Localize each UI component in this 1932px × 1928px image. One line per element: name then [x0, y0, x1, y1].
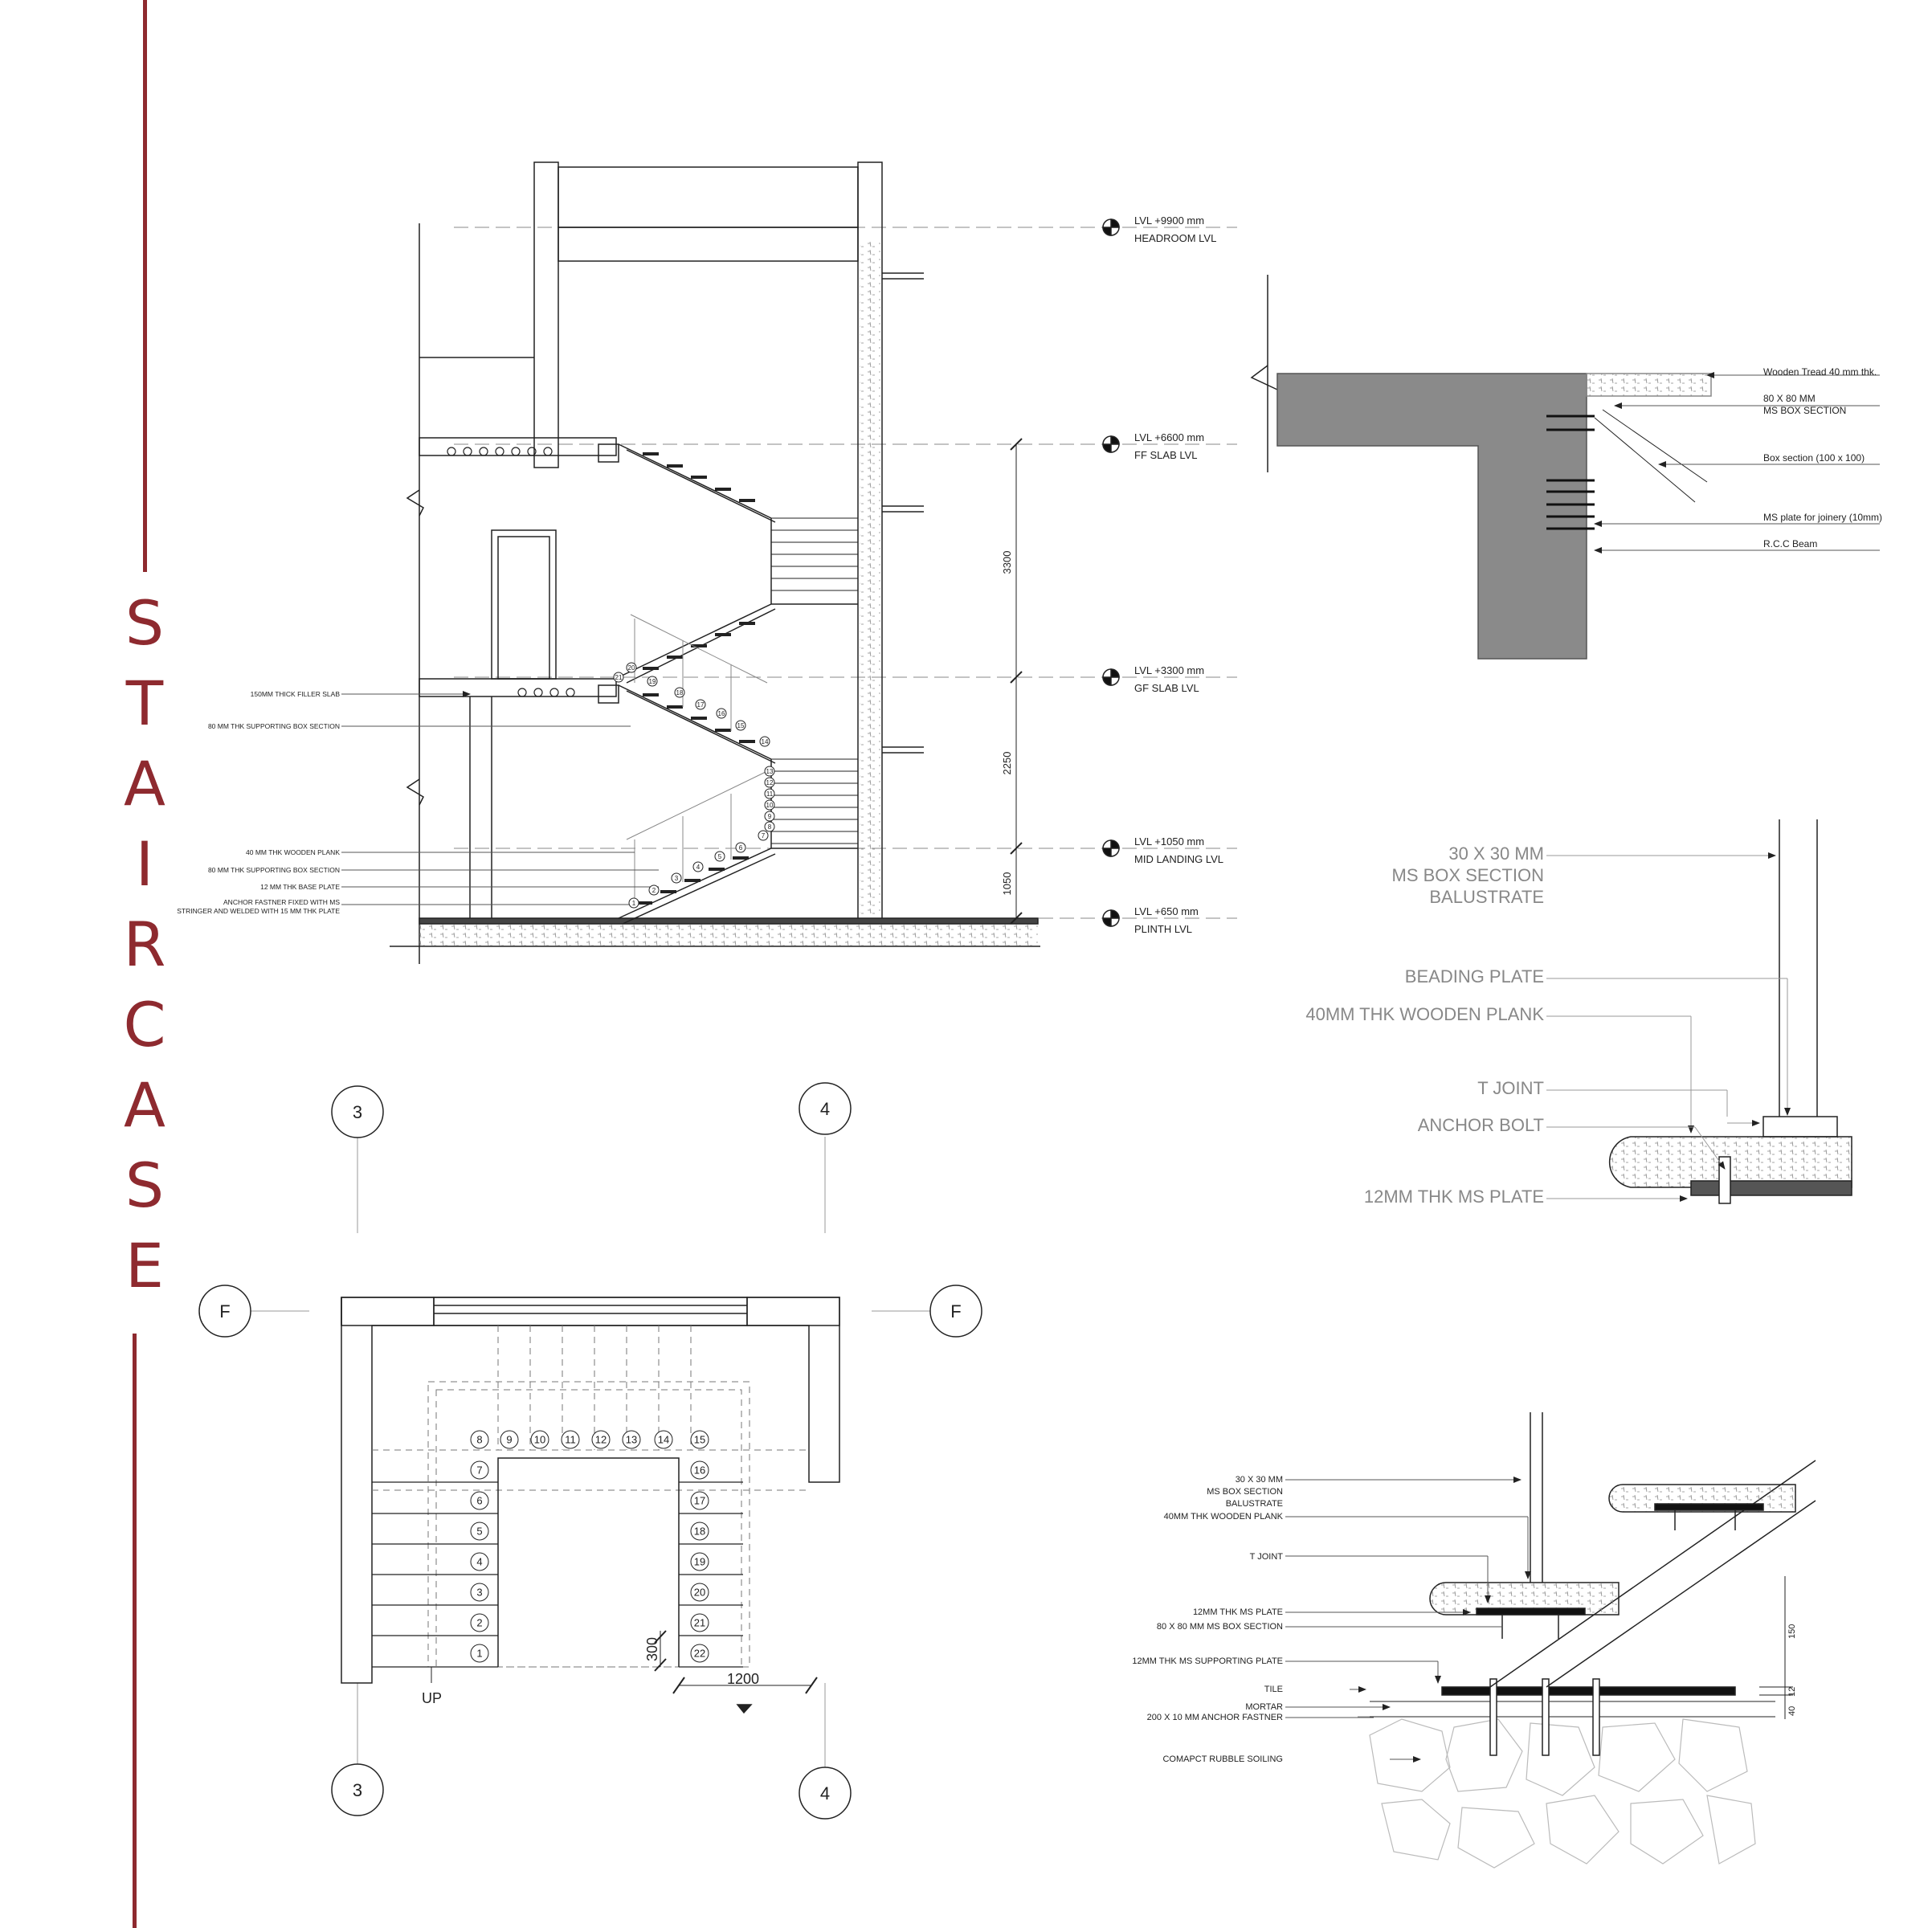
- step-number: 8: [767, 823, 772, 831]
- callout-text: 30 X 30 MM: [1448, 844, 1544, 864]
- section-note: STRINGER AND WELDED WITH 15 MM THK PLATE: [177, 907, 340, 915]
- step-number: 6: [738, 844, 743, 852]
- level-name: HEADROOM LVL: [1134, 232, 1217, 244]
- step-number: 20: [693, 1586, 706, 1599]
- callout-text: 30 X 30 MM: [1235, 1475, 1283, 1485]
- section-dimensions: [1001, 551, 1013, 896]
- callout-text: ANCHOR BOLT: [1417, 1115, 1544, 1135]
- step-number: 4: [696, 863, 701, 871]
- callout-text: MS BOX SECTION: [1763, 405, 1847, 416]
- step-number: 18: [676, 688, 684, 696]
- base-detail-labels: [1132, 1475, 1283, 1764]
- step-number: 17: [693, 1494, 706, 1507]
- step-number: 2: [476, 1616, 483, 1629]
- step-number: 15: [737, 721, 745, 729]
- section-step-markers: [614, 663, 774, 908]
- step-number: 18: [693, 1525, 706, 1538]
- title-letter: C: [123, 989, 166, 1060]
- plan-step-markers: [471, 1431, 709, 1662]
- step-number: 6: [476, 1494, 483, 1507]
- step-number: 3: [674, 874, 679, 882]
- callout-text: 80 X 80 MM MS BOX SECTION: [1156, 1622, 1283, 1632]
- callout-text: 40MM THK WOODEN PLANK: [1305, 1004, 1544, 1024]
- step-number: 13: [766, 767, 774, 775]
- step-number: 21: [693, 1616, 706, 1629]
- level-value: LVL +9900 mm: [1134, 214, 1205, 227]
- step-number: 2: [651, 886, 656, 894]
- staircase-section: [341, 162, 1237, 964]
- step-number: 13: [625, 1433, 638, 1446]
- step-number: 7: [761, 831, 766, 839]
- step-number: 14: [657, 1433, 670, 1446]
- level-name: PLINTH LVL: [1134, 923, 1193, 935]
- callout-text: 12MM THK MS SUPPORTING PLATE: [1132, 1656, 1283, 1666]
- step-number: 4: [476, 1555, 483, 1568]
- grid-label: 4: [819, 1783, 831, 1803]
- step-number: 14: [761, 737, 769, 745]
- section-note: ANCHOR FASTNER FIXED WITH MS: [223, 898, 340, 906]
- section-note: 12 MM THK BASE PLATE: [260, 883, 340, 891]
- base-detail-dims: [1787, 1624, 1797, 1716]
- title-letter: S: [125, 1150, 165, 1221]
- title-letter: A: [124, 748, 165, 819]
- dimension-text: 2250: [1001, 751, 1013, 775]
- level-name: MID LANDING LVL: [1134, 853, 1224, 865]
- step-number: 5: [476, 1525, 483, 1538]
- step-number: 12: [766, 778, 774, 786]
- level-value: LVL +6600 mm: [1134, 431, 1205, 443]
- callout-text: MORTAR: [1245, 1702, 1283, 1712]
- grid-label: F: [219, 1301, 231, 1321]
- callout-text: Box section (100 x 100): [1763, 452, 1865, 464]
- grid-label: 4: [819, 1099, 831, 1119]
- title-letter: T: [125, 668, 164, 739]
- step-number: 16: [693, 1464, 706, 1477]
- callout-text: 40MM THK WOODEN PLANK: [1163, 1512, 1283, 1522]
- level-name: FF SLAB LVL: [1134, 449, 1198, 461]
- callout-text: BALUSTRATE: [1429, 887, 1544, 907]
- title-letter: R: [123, 909, 166, 980]
- step-number: 21: [615, 673, 623, 681]
- beam-detail: [1252, 275, 1883, 659]
- step-number: 1: [476, 1647, 483, 1660]
- plan-grid-labels: [219, 1099, 961, 1803]
- step-number: 19: [693, 1555, 706, 1568]
- callout-text: 12MM THK MS PLATE: [1363, 1187, 1544, 1207]
- level-name: GF SLAB LVL: [1134, 682, 1199, 694]
- callout-text: 200 X 10 MM ANCHOR FASTNER: [1146, 1713, 1283, 1722]
- step-number: 10: [533, 1433, 546, 1446]
- step-number: 8: [476, 1433, 483, 1446]
- step-number: 15: [693, 1433, 706, 1446]
- grid-label: 3: [352, 1102, 363, 1122]
- step-number: 7: [476, 1464, 483, 1477]
- level-value: LVL +650 mm: [1134, 905, 1199, 917]
- section-note: 40 MM THK WOODEN PLANK: [246, 848, 340, 856]
- level-value: LVL +3300 mm: [1134, 664, 1205, 676]
- grid-label: F: [950, 1301, 962, 1321]
- callout-text: COMAPCT RUBBLE SOILING: [1162, 1754, 1283, 1764]
- level-markers: [1103, 219, 1119, 926]
- title-letter: A: [124, 1069, 165, 1141]
- level-value: LVL +1050 mm: [1134, 835, 1205, 848]
- callout-text: T JOINT: [1249, 1552, 1283, 1562]
- step-number: 10: [766, 801, 774, 809]
- section-note: 80 MM THK SUPPORTING BOX SECTION: [207, 722, 340, 730]
- step-number: 11: [565, 1433, 576, 1446]
- dimension-text: 1050: [1001, 872, 1013, 896]
- callout-text: 12MM THK MS PLATE: [1192, 1607, 1283, 1617]
- title-letter: S: [125, 587, 165, 659]
- step-number: 19: [648, 677, 656, 685]
- step-number: 17: [696, 701, 705, 709]
- callout-text: 80 X 80 MM: [1763, 393, 1816, 404]
- up-label: UP: [422, 1690, 443, 1706]
- callout-text: R.C.C Beam: [1763, 538, 1818, 549]
- callout-text: MS plate for joinery (10mm): [1763, 512, 1883, 523]
- callout-text: MS BOX SECTION: [1207, 1487, 1283, 1497]
- step-number: 5: [717, 852, 722, 860]
- title-letter: I: [135, 828, 154, 900]
- tread-detail-labels: [1305, 844, 1544, 1207]
- callout-text: BEADING PLATE: [1404, 966, 1544, 986]
- dimension-text: 300: [644, 1636, 660, 1661]
- step-number: 12: [594, 1433, 607, 1446]
- dimension-text: 1200: [727, 1671, 760, 1687]
- grid-label: 3: [352, 1780, 363, 1800]
- dimension-text: 150: [1787, 1624, 1797, 1639]
- staircase-plan: [245, 1137, 932, 1771]
- callout-text: MS BOX SECTION: [1391, 865, 1544, 885]
- dimension-text: 40: [1787, 1705, 1797, 1716]
- step-number: 16: [717, 709, 725, 717]
- step-number: 20: [627, 664, 635, 672]
- step-number: 9: [767, 812, 772, 820]
- dimension-text: 3300: [1001, 550, 1013, 574]
- beam-detail-labels: [1763, 366, 1882, 549]
- callout-text: Wooden Tread 40 mm thk.: [1763, 366, 1877, 378]
- section-left-labels: [177, 690, 340, 915]
- step-number: 3: [476, 1586, 483, 1599]
- plan-grid-bubbles: [199, 1083, 982, 1819]
- callout-text: BALUSTRATE: [1225, 1499, 1283, 1509]
- dimension-text: 12: [1787, 1686, 1797, 1697]
- tread-detail: [1546, 819, 1852, 1203]
- step-number: 1: [631, 899, 636, 907]
- base-detail: [1285, 1412, 1816, 1868]
- step-number: 9: [506, 1433, 513, 1446]
- level-labels: [1134, 214, 1223, 935]
- section-note: 80 MM THK SUPPORTING BOX SECTION: [207, 866, 340, 874]
- callout-text: T JOINT: [1477, 1078, 1544, 1098]
- callout-text: TILE: [1264, 1685, 1283, 1694]
- step-number: 11: [766, 790, 774, 798]
- step-number: 22: [693, 1647, 706, 1660]
- section-note: 150MM THICK FILLER SLAB: [250, 690, 340, 698]
- title-letter: E: [125, 1230, 165, 1301]
